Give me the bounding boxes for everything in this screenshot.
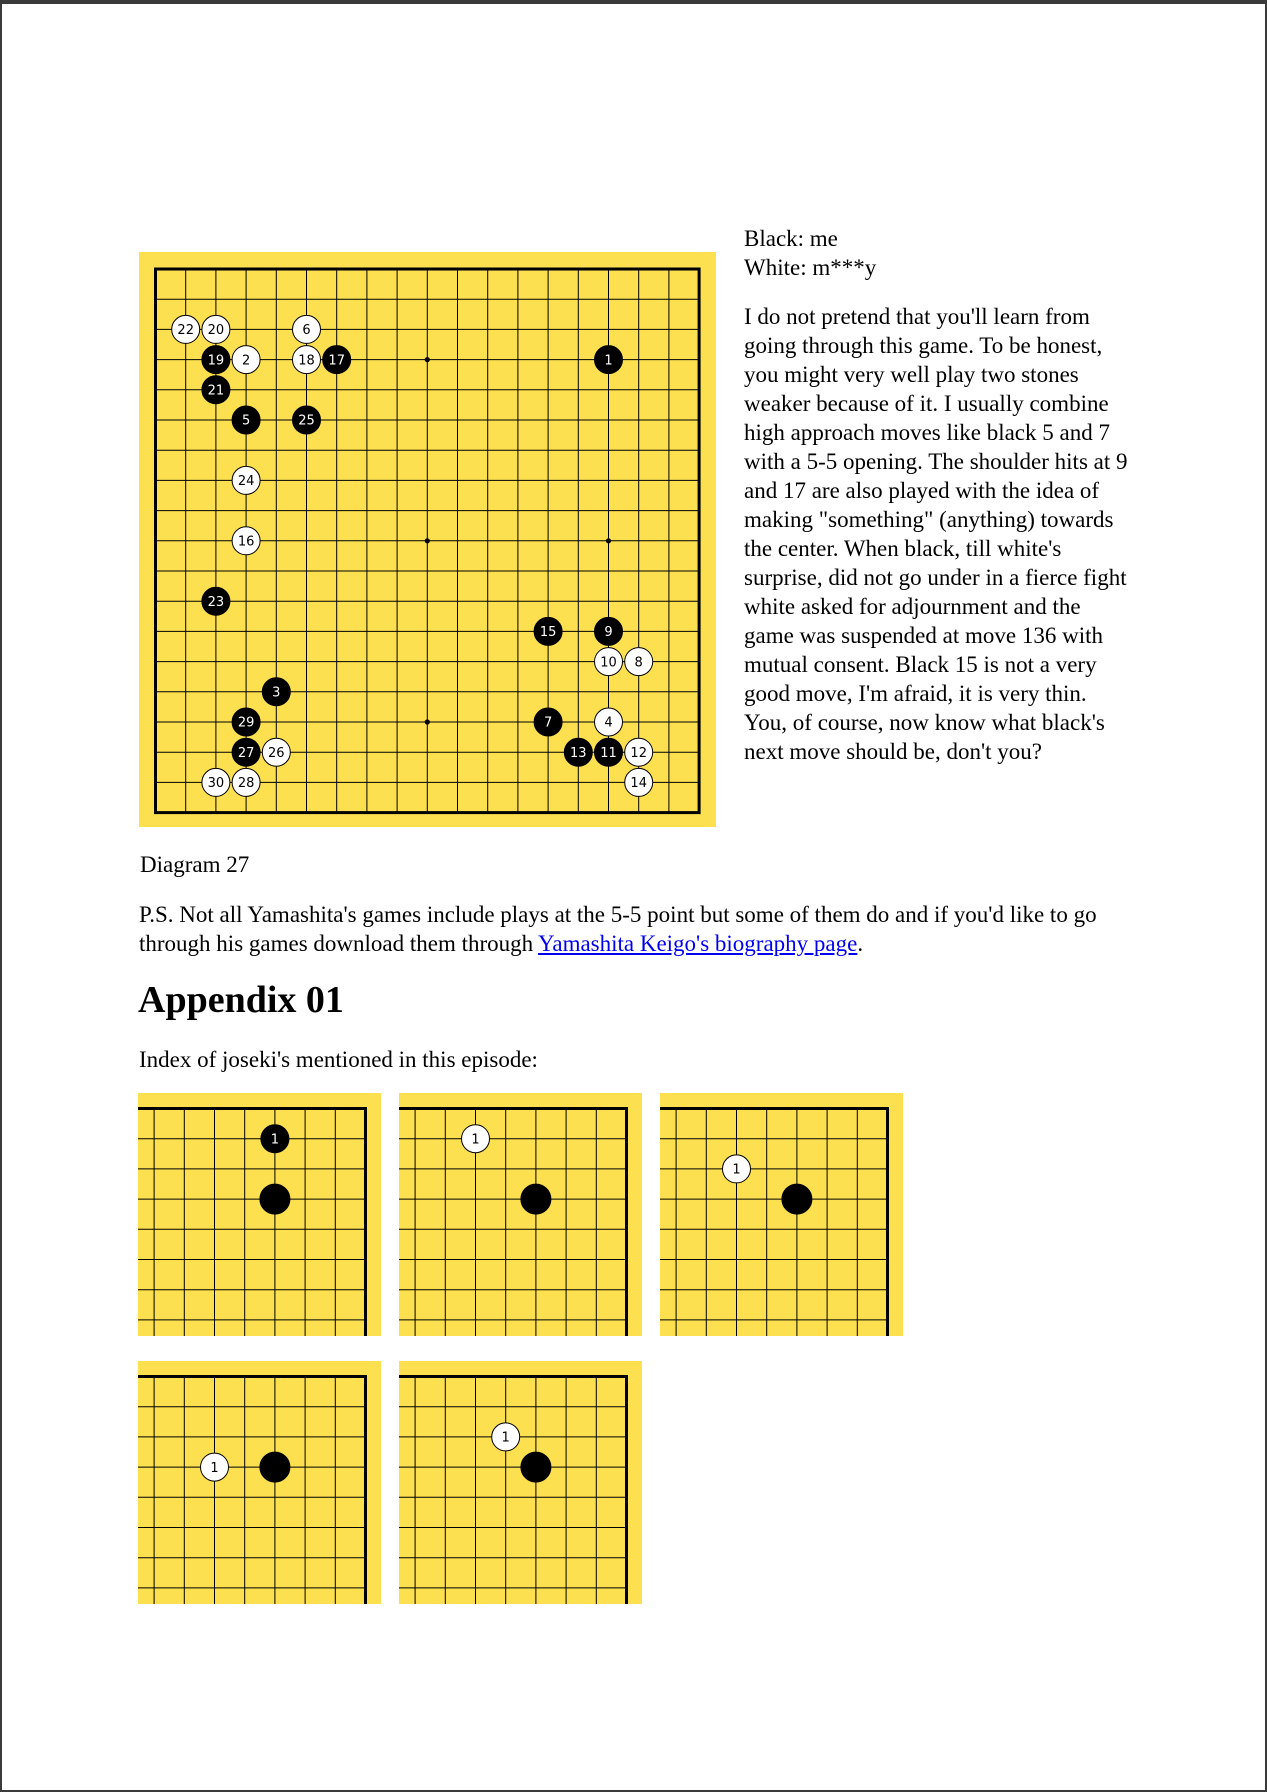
black-stone [534,617,562,645]
move-number: 9 [604,625,613,641]
move-number: 1 [471,1132,480,1148]
postscript-text: P.S. Not all Yamashita's games include plays at the 5-5 point but some of them do and if you'd like to go through his games download them through [139,902,1097,956]
joseki-diagram [138,1361,381,1604]
move-number: 25 [298,413,315,429]
move-number: 15 [539,625,557,641]
board-surface [399,1093,642,1336]
black-stone [293,406,321,434]
move-number: 6 [302,323,311,339]
move-number: 12 [630,745,647,761]
biography-link[interactable]: Yamashita Keigo's biography page [538,931,858,956]
black-stone [564,738,592,766]
white-stone [492,1423,520,1451]
move-number: 21 [207,383,225,399]
white-stone [625,768,653,796]
move-number: 3 [272,685,281,701]
star-point [425,719,430,724]
white-stone [595,648,623,676]
postscript-paragraph [139,900,1139,958]
white-player-label: White: m***y [744,255,877,280]
black-stone [595,738,623,766]
white-stone [625,648,653,676]
move-number: 26 [268,745,285,761]
move-number: 5 [241,413,251,429]
players-block [744,224,1144,282]
white-stone [232,768,260,796]
move-number: 8 [634,655,643,671]
black-stone [534,708,562,736]
black-stone [202,376,230,404]
move-number: 28 [237,776,255,792]
move-number: 1 [604,353,613,369]
move-number: 1 [270,1132,280,1148]
black-stone [782,1184,812,1214]
white-stone [232,346,260,374]
black-stone [521,1184,551,1214]
white-stone [202,768,230,796]
board-surface [399,1361,642,1604]
black-stone [232,738,260,766]
white-stone [262,738,290,766]
joseki-diagram [660,1093,903,1336]
black-stone [232,406,260,434]
move-number: 14 [630,776,647,792]
move-number: 1 [501,1430,510,1446]
move-number: 23 [207,594,225,610]
star-point [425,538,430,543]
move-number: 20 [207,323,225,339]
black-stone [260,1184,290,1214]
white-stone [723,1155,751,1183]
move-number: 11 [600,745,617,761]
white-stone [201,1453,229,1481]
move-number: 1 [732,1162,741,1178]
move-number: 10 [600,655,617,671]
black-stone [202,346,230,374]
joseki-diagram [399,1361,642,1604]
game-commentary: I do not pretend that you'll learn from going through this game. To be honest, you might very well play two stones weaker because of it. I usually combine high approach moves like black 5 and 7 with a 5-5 opening. The shoulder hits at 9 and 17 are also played with the idea of making "something" (anything) towards the center. When black, till white's surprise, did not go under in a fierce fight white asked for adjournment and the game was suspended at move 136 with mutual consent. Black 15 is not a very good move, I'm afraid, it is very thin. You, of course, now know what black's next move should be, don't you? [744,304,1128,764]
black-stone [261,1125,289,1153]
white-stone [293,346,321,374]
move-number: 27 [237,745,255,761]
move-number: 2 [241,353,251,369]
joseki-diagram [138,1093,381,1336]
move-number: 7 [543,715,553,731]
black-stone [521,1452,551,1482]
appendix-heading: Appendix 01 [138,979,344,1021]
white-stone [232,466,260,494]
move-number: 1 [210,1460,219,1476]
white-stone [462,1125,490,1153]
go-board-diagram [139,252,716,827]
black-player-label: Black: me [744,226,838,251]
move-number: 17 [328,353,345,369]
black-stone [262,678,290,706]
move-number: 13 [570,745,587,761]
move-number: 19 [207,353,225,369]
board-surface [138,1093,381,1336]
white-stone [172,315,200,343]
board-surface [138,1361,381,1604]
black-stone [260,1452,290,1482]
black-stone [232,708,260,736]
appendix-intro: Index of joseki's mentioned in this episode: [139,1047,538,1072]
diagram-caption: Diagram 27 [140,852,250,877]
move-number: 22 [177,323,194,339]
move-number: 29 [237,715,255,731]
star-point [425,357,430,362]
black-stone [202,587,230,615]
black-stone [323,346,351,374]
joseki-diagram [399,1093,642,1336]
move-number: 24 [237,474,255,490]
white-stone [202,315,230,343]
white-stone [595,708,623,736]
black-stone [595,346,623,374]
white-stone [232,527,260,555]
black-stone [595,617,623,645]
move-number: 18 [298,353,315,369]
move-number: 16 [237,534,255,550]
white-stone [625,738,653,766]
move-number: 4 [604,715,613,731]
white-stone [293,315,321,343]
star-point [606,538,611,543]
board-surface [660,1093,903,1336]
postscript-end: . [857,931,864,956]
move-number: 30 [207,776,225,792]
